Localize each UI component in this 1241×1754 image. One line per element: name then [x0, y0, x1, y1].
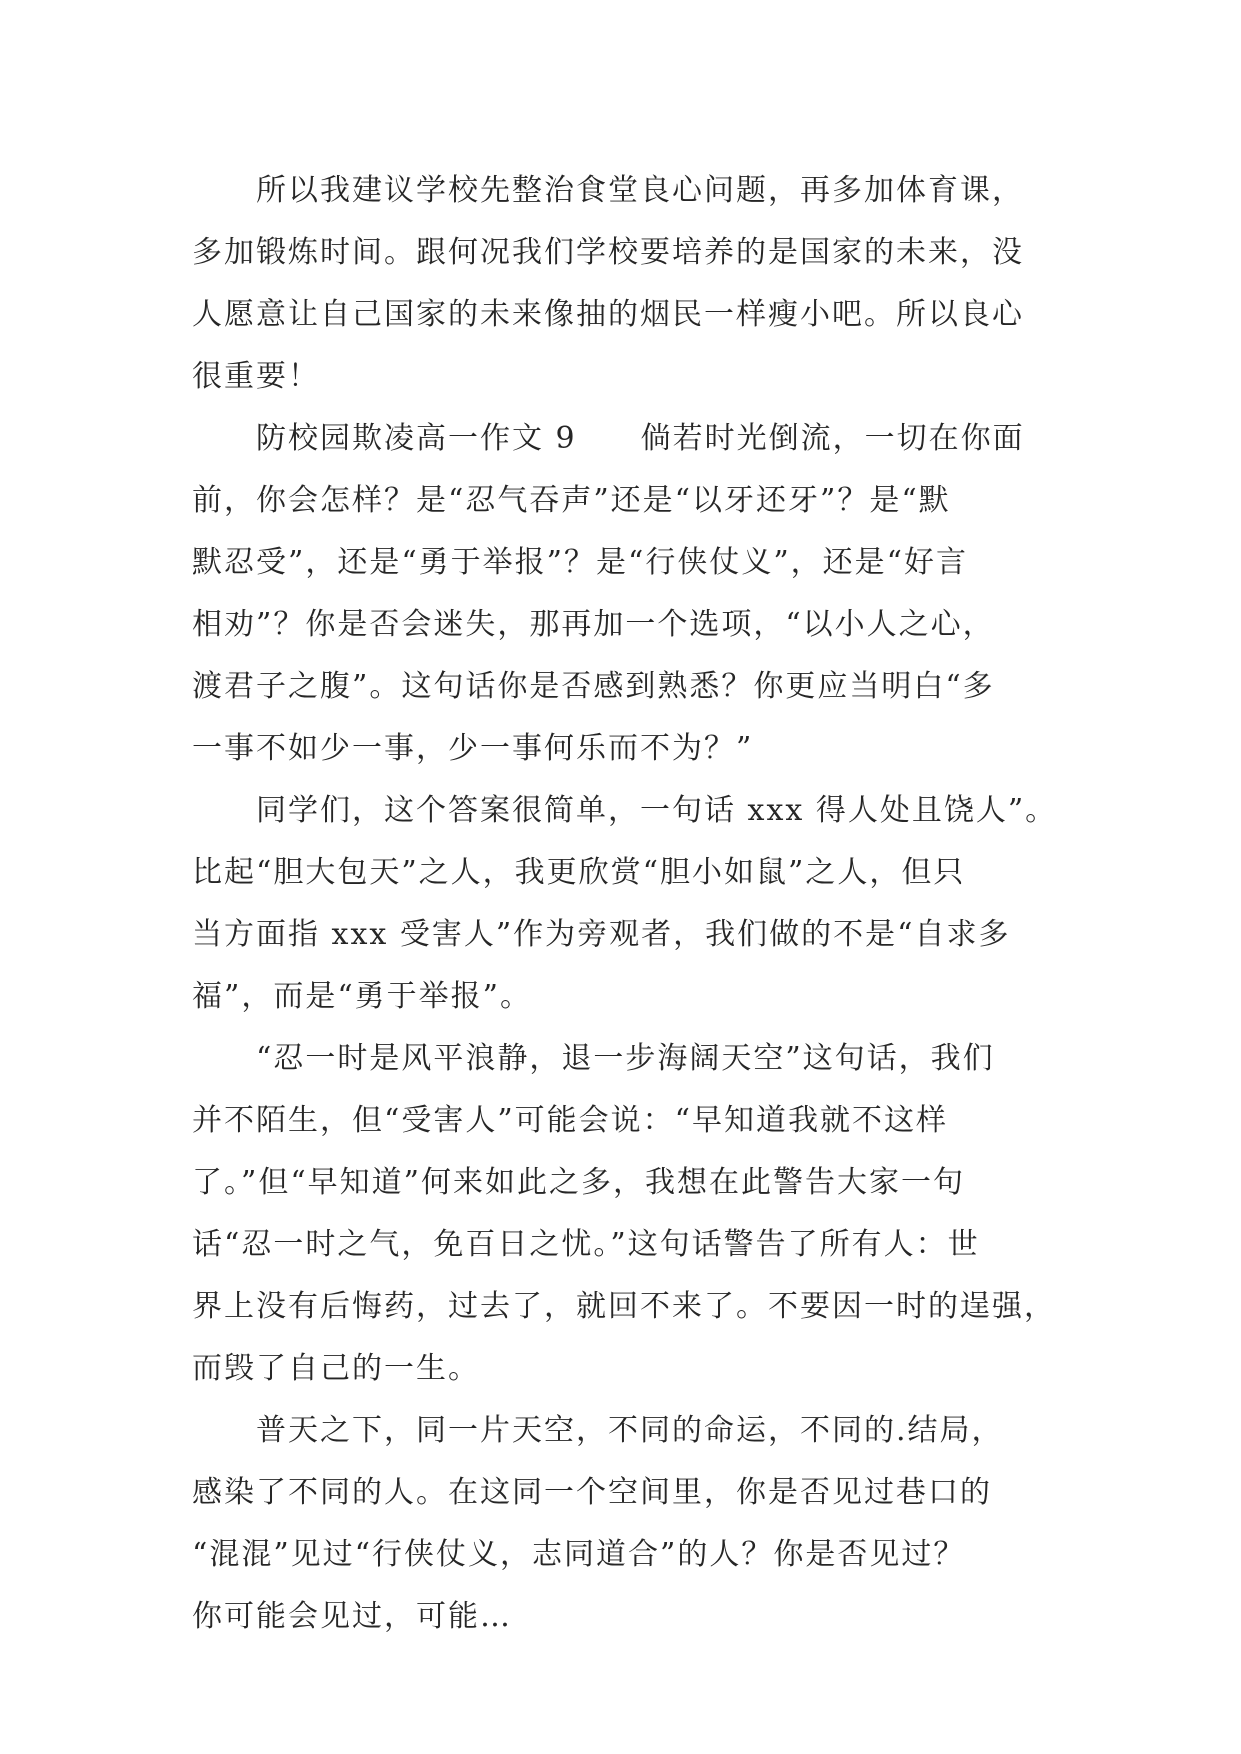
text-line: 并不陌生，但“受害人”可能会说：“早知道我就不这样 — [192, 1103, 949, 1138]
text-line: 了。”但“早知道”何来如此之多，我想在此警告大家一句 — [192, 1165, 966, 1200]
text-line: 普天之下，同一片天空，不同的命运，不同的.结局， — [256, 1413, 1004, 1448]
paragraph-same-sky — [192, 1400, 1062, 1648]
text-line: 一事不如少一事，少一事何乐而不为？” — [192, 731, 754, 766]
text-line: 多加锻炼时间。跟何况我们学校要培养的是国家的未来，没 — [192, 235, 1024, 270]
text-line: 你可能会见过，可能… — [192, 1599, 512, 1634]
text-line: “混混”见过“行侠仗义，志同道合”的人？你是否见过？ — [192, 1537, 966, 1572]
text-line: 感染了不同的人。在这同一个空间里，你是否见过巷口的 — [192, 1475, 992, 1510]
text-line: 界上没有后悔药，过去了，就回不来了。不要因一时的逞强， — [192, 1289, 1056, 1324]
text-line: 当方面指 xxx 受害人”作为旁观者，我们做的不是“自求多 — [192, 917, 1011, 952]
text-line: 福”，而是“勇于举报”。 — [192, 979, 533, 1014]
text-line: 很重要！ — [192, 359, 320, 394]
text-line: 人愿意让自己国家的未来像抽的烟民一样瘦小吧。所以良心 — [192, 297, 1024, 332]
text-line: 相劝”？你是否会迷失，那再加一个选项，“以小人之心， — [192, 607, 995, 642]
paragraph-canteen — [192, 160, 1062, 408]
text-line: 比起“胆大包天”之人，我更欣赏“胆小如鼠”之人，但只 — [192, 855, 966, 890]
text-line: 同学们，这个答案很简单，一句话 xxx 得人处且饶人”。 — [256, 793, 1058, 828]
text-line: 话“忍一时之气，免百日之忧。”这句话警告了所有人：世 — [192, 1227, 980, 1262]
text-line: 而毁了自己的一生。 — [192, 1351, 480, 1386]
text-line: 前，你会怎样？是“忍气吞声”还是“以牙还牙”？是“默 — [192, 483, 951, 518]
text-line: 防校园欺凌高一作文 9 倘若时光倒流，一切在你面 — [256, 421, 1025, 456]
paragraph-essay-9-intro — [192, 408, 1062, 780]
document-body — [192, 160, 1062, 1648]
text-line: 默忍受”，还是“勇于举报”？是“行侠仗义”，还是“好言 — [192, 545, 969, 580]
paragraph-patience — [192, 1028, 1062, 1400]
paragraph-classmates — [192, 780, 1062, 1028]
text-line: 所以我建议学校先整治食堂良心问题，再多加体育课， — [256, 173, 1024, 208]
text-line: “忍一时是风平浪静，退一步海阔天空”这句话，我们 — [256, 1041, 995, 1076]
text-line: 渡君子之腹”。这句话你是否感到熟悉？你更应当明白“多 — [192, 669, 995, 704]
